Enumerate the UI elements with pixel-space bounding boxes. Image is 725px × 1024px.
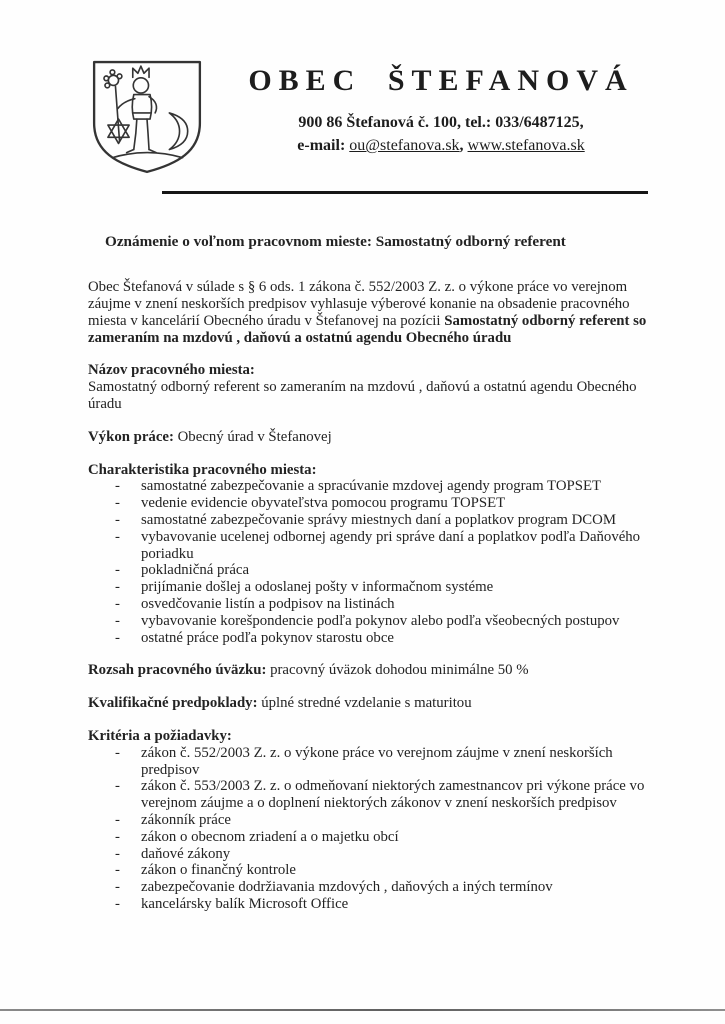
dash-bullet: -	[115, 879, 120, 896]
list-item	[88, 512, 650, 529]
list-item	[88, 613, 650, 630]
list-item-text: kancelársky balík Microsoft Office	[141, 896, 349, 912]
dash-bullet: -	[115, 744, 120, 761]
charakteristika-list	[88, 478, 650, 646]
section-rozsah	[88, 662, 650, 679]
list-item-text: zákon o finančný kontrole	[141, 862, 296, 879]
list-item-text: daňové zákony	[141, 845, 231, 862]
contact-line	[223, 134, 659, 157]
list-item-text: zabezpečovanie dodržiavania mzdových , daňových a iných termínov	[141, 879, 553, 896]
dash-bullet: -	[115, 896, 120, 912]
website-link[interactable]: www.stefanova.sk	[467, 137, 585, 155]
list-item	[88, 862, 650, 879]
email-link[interactable]: ou@stefanova.sk	[349, 137, 460, 155]
section-nazov	[88, 362, 650, 412]
intro-paragraph	[88, 279, 650, 346]
dash-bullet: -	[115, 596, 120, 613]
list-item-text: osvedčovanie listín a podpisov na listinách	[141, 596, 395, 613]
list-item	[88, 478, 650, 495]
list-item-text: ostatné práce podľa pokynov starostu obce	[141, 629, 394, 646]
section-kvalifikacne	[88, 695, 650, 712]
list-item-text: samostatné zabezpečovanie a spracúvanie mzdovej agendy program TOPSET	[141, 478, 602, 495]
list-item	[88, 495, 650, 512]
charakteristika-heading: Charakteristika pracovného miesta:	[88, 461, 317, 478]
list-item-text: zákon č. 553/2003 Z. z. o odmeňovaní niektorých zamestnancov pri výkone práce vo verejnom záujme a o doplnení niektorých zákonov v znení neskorších predpisov	[141, 778, 645, 812]
document-body	[88, 234, 650, 913]
dash-bullet: -	[115, 495, 120, 512]
rozsah-label: Rozsah pracovného úväzku:	[88, 662, 267, 679]
coat-of-arms-icon	[85, 58, 209, 178]
list-item	[88, 896, 650, 913]
list-item	[88, 562, 650, 579]
section-nazov-body: Samostatný odborný referent so zameraním na mzdovú , daňovú a ostatnú agendu Obecného úradu	[88, 379, 637, 413]
letterhead	[85, 58, 659, 178]
list-item	[88, 529, 650, 563]
section-kriteria	[88, 728, 650, 913]
header-rule	[162, 191, 648, 194]
dash-bullet: -	[115, 512, 120, 529]
dash-bullet: -	[115, 845, 120, 862]
list-item	[88, 630, 650, 647]
intro-text: Obec Štefanová v súlade s § 6 ods. 1 zákona č. 552/2003 Z. z. o výkone práce vo verejnom záujme v znení neskorších predpisov vyhlasuje výberové konanie na obsadenie pracovného miesta v kancelárií Obecného úradu v Štefanovej na pozícii	[88, 279, 630, 329]
vykon-label: Výkon práce:	[88, 428, 174, 445]
dash-bullet: -	[115, 562, 120, 579]
list-item	[88, 846, 650, 863]
kvalifikacne-value: úplné stredné vzdelanie s maturitou	[261, 695, 472, 712]
list-item-text: vybavovanie ucelenej odbornej agendy pri správe daní a poplatkov podľa Daňového poriadku	[141, 528, 641, 562]
kriteria-list	[88, 745, 650, 913]
kvalifikacne-line	[88, 695, 650, 712]
list-item	[88, 829, 650, 846]
vykon-line	[88, 429, 650, 446]
address-line: 900 86 Štefanová č. 100, tel.: 033/6487125,	[298, 114, 584, 131]
list-item	[88, 778, 650, 812]
list-item-text: zákonník práce	[141, 812, 231, 829]
kvalifikacne-label: Kvalifikačné predpoklady:	[88, 695, 258, 712]
list-item	[88, 745, 650, 779]
dash-bullet: -	[115, 528, 120, 545]
list-item	[88, 596, 650, 613]
list-item-text: zákon o obecnom zriadení a o majetku obcí	[141, 828, 399, 845]
rozsah-value: pracovný úväzok dohodou minimálne 50 %	[270, 662, 529, 679]
section-nazov-heading: Názov pracovného miesta:	[88, 362, 255, 379]
list-item-text: prijímanie došlej a odoslanej pošty v informačnom systéme	[141, 579, 494, 596]
dash-bullet: -	[115, 579, 120, 596]
link-separator: ,	[459, 137, 464, 155]
email-label: e-mail:	[297, 137, 346, 155]
org-name: OBEC ŠTEFANOVÁ	[248, 64, 634, 97]
rozsah-line	[88, 662, 650, 679]
letterhead-text	[209, 58, 659, 157]
document-title: Oznámenie o voľnom pracovnom mieste: Samostatný odborný referent	[105, 232, 566, 250]
dash-bullet: -	[115, 629, 120, 646]
kriteria-heading: Kritéria a požiadavky:	[88, 728, 232, 745]
dash-bullet: -	[115, 478, 120, 495]
list-item-text: zákon č. 552/2003 Z. z. o výkone práce vo verejnom záujme v znení neskorších predpisov	[141, 744, 613, 778]
page-edge-line	[0, 1009, 725, 1011]
dash-bullet: -	[115, 612, 120, 629]
list-item	[88, 812, 650, 829]
intro-position-bold: Samostatný odborný referent so zameraním na mzdovú , daňovú a ostatnú agendu Obecného úradu	[88, 312, 647, 346]
list-item-text: vedenie evidencie obyvateľstva pomocou programu TOPSET	[141, 495, 506, 512]
list-item	[88, 879, 650, 896]
section-charakteristika	[88, 462, 650, 647]
dash-bullet: -	[115, 778, 120, 795]
list-item-text: pokladničná práca	[141, 562, 250, 579]
dash-bullet: -	[115, 862, 120, 879]
dash-bullet: -	[115, 812, 120, 829]
vykon-value: Obecný úrad v Štefanovej	[177, 428, 332, 445]
list-item	[88, 579, 650, 596]
section-vykon	[88, 429, 650, 446]
list-item-text: vybavovanie korešpondencie podľa pokynov alebo podľa všeobecných postupov	[141, 612, 620, 629]
list-item-text: samostatné zabezpečovanie správy miestnych daní a poplatkov program DCOM	[141, 512, 617, 529]
dash-bullet: -	[115, 828, 120, 845]
